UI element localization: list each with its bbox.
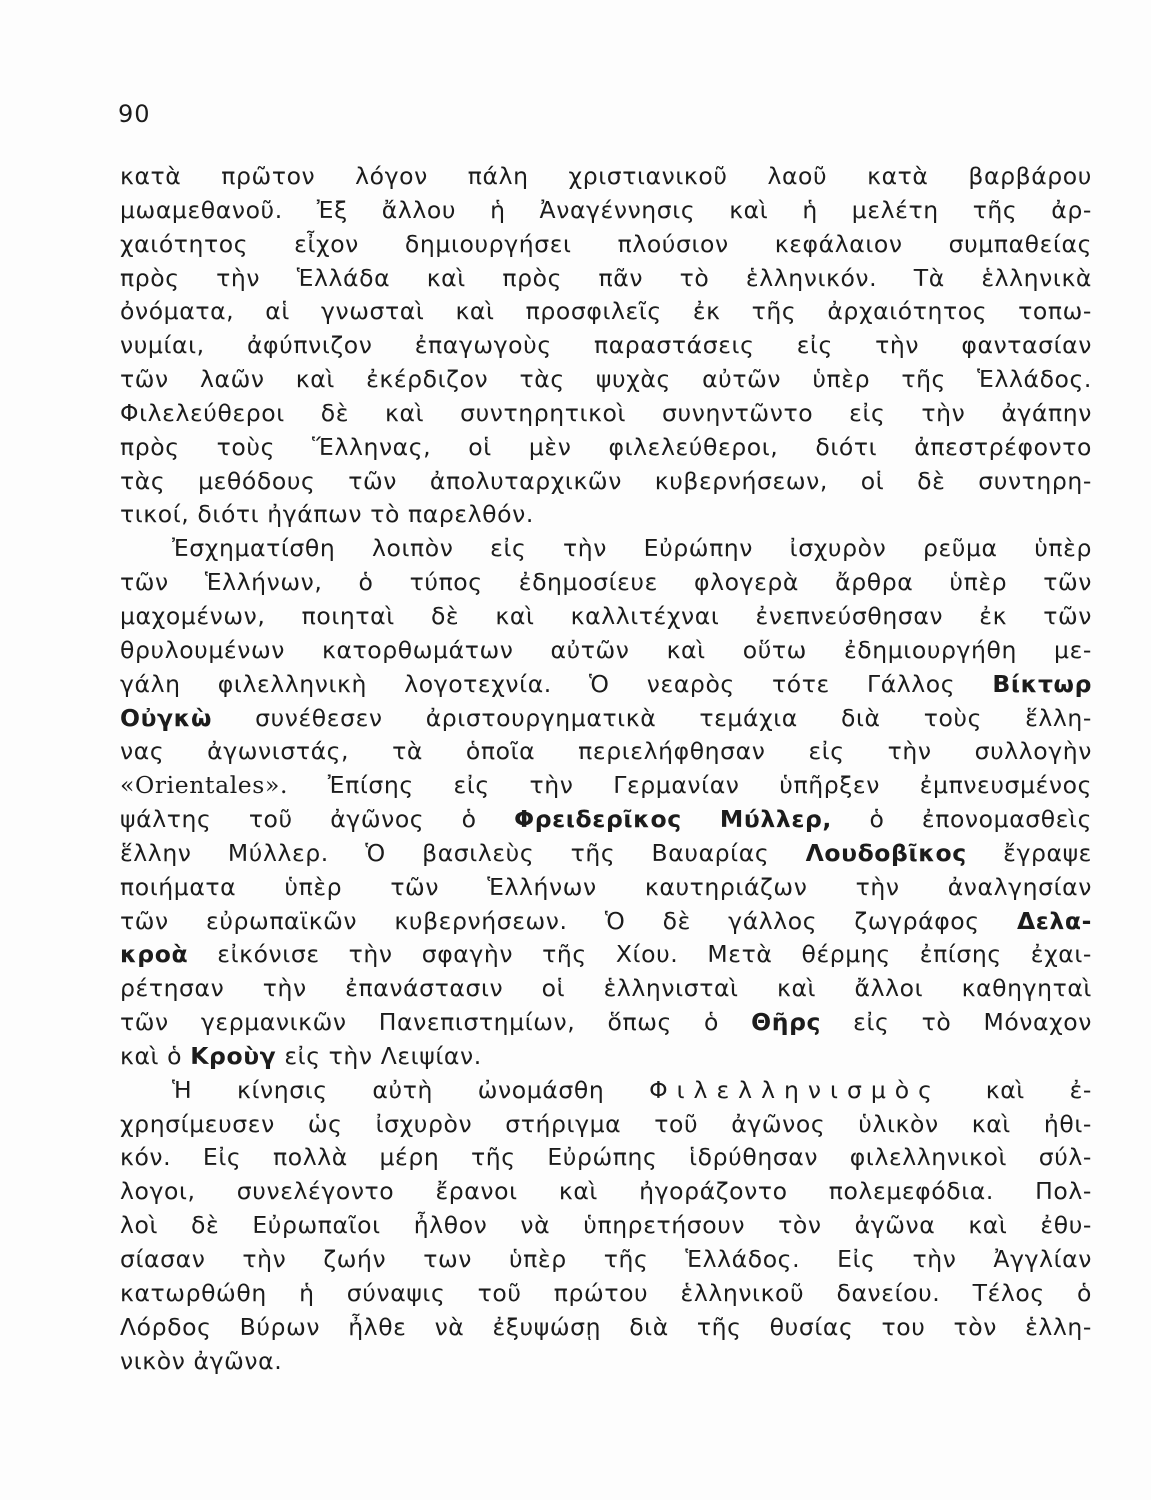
text-line [120,1040,1092,1074]
text-line [120,735,1092,769]
text-line [120,803,1092,837]
text-line [120,1311,1092,1345]
bold-name: Βίκτωρ [992,669,1092,698]
text-line [120,532,1092,566]
text-line [120,1277,1092,1311]
text-line [120,262,1092,296]
text-line [120,769,1092,803]
page-number: 90 [118,100,151,128]
text-line [120,160,1092,194]
text-segment: τικοί, διότι ἠγάπων τὸ παρελθόν. [120,500,534,529]
text-segment: εἰς τὸ Μόναχον [821,1008,1092,1037]
text-segment: χαιότητος εἶχον δημιουργήσει πλούσιον κεφάλαιον συμπαθείας [120,229,1092,258]
text-segment: γάλη φιλελληνικὴ λογοτεχνία. Ὁ νεαρὸς τότε Γάλλος [120,669,993,698]
bold-name: Λουδοβῖκος [805,838,967,867]
text-segment: μαχομένων, ποιηταὶ δὲ καὶ καλλιτέχναι ἐνεπνεύσθησαν ἐκ τῶν [120,601,1092,630]
text-segment: νικὸν ἀγῶνα. [120,1346,283,1375]
text-segment: εἰς τὴν Λειψίαν. [276,1041,482,1070]
text-segment: ὀνόματα, αἱ γνωσταὶ καὶ προσφιλεῖς ἐκ τῆς ἀρχαιότητος τοπω- [120,297,1092,326]
bold-name: Φρειδερῖκος Μύλλερ, [514,805,832,834]
text-line [120,566,1092,600]
text-segment: εἰκόνισε τὴν σφαγὴν τῆς Χίου. Μετὰ θέρμης ἐπίσης ἐχαι- [188,940,1092,969]
text-segment: ψάλτης τοῦ ἀγῶνος ὁ [120,805,515,834]
text-segment: κατωρθώθη ἡ σύναψις τοῦ πρώτου ἑλληνικοῦ δανείου. Τέλος ὁ [120,1278,1092,1307]
text-segment: τῶν γερμανικῶν Πανεπιστημίων, ὅπως ὁ [120,1008,752,1037]
text-segment: πρὸς τοὺς Ἕλληνας, οἱ μὲν φιλελεύθεροι, διότι ἀπεστρέφοντο [120,432,1092,461]
text-line [120,668,1092,702]
bold-name: Θῆρς [751,1008,822,1037]
text-line [120,1108,1092,1142]
text-line [120,465,1092,499]
text-segment: πρὸς τὴν Ἑλλάδα καὶ πρὸς πᾶν τὸ ἑλληνικόν. Τὰ ἑλληνικὰ [120,263,1092,292]
text-segment: λοὶ δὲ Εὐρωπαῖοι ἦλθον νὰ ὑπηρετήσουν τὸν ἀγῶνα καὶ ἐθυ- [120,1211,1092,1240]
text-segment: καὶ ἐ- [940,1075,1092,1104]
text-segment: ἕλλην Μύλλερ. Ὁ βασιλεὺς τῆς Βαυαρίας [120,838,806,867]
text-line [120,228,1092,262]
text-line [120,938,1092,972]
text-segment: νυμίαι, ἀφύπνιζον ἐπαγωγοὺς παραστάσεις εἰς τὴν φαντασίαν [120,331,1092,360]
text-line [120,431,1092,465]
text-segment: τῶν εὐρωπαϊκῶν κυβερνήσεων. Ὁ δὲ γάλλος ζωγράφος [120,906,1017,935]
text-segment: κόν. Εἰς πολλὰ μέρη τῆς Εὐρώπης ἱδρύθησαν φιλελληνικοὶ σύλ- [120,1143,1092,1172]
text-segment: καὶ ὁ [120,1041,191,1070]
text-line [120,600,1092,634]
text-line [120,871,1092,905]
text-line [120,1006,1092,1040]
text-line [120,363,1092,397]
text-line [120,329,1092,363]
text-line [120,397,1092,431]
text-segment: θρυλουμένων κατορθωμάτων αὐτῶν καὶ οὕτω ἐδημιουργήθη με- [120,635,1092,664]
text-line [120,295,1092,329]
text-segment: τὰς μεθόδους τῶν ἀπολυταρχικῶν κυβερνήσεων, οἱ δὲ συντηρη- [120,466,1092,495]
bold-name: Κροὺγ [190,1041,277,1070]
text-segment: ρέτησαν τὴν ἐπανάστασιν οἱ ἑλληνισταὶ καὶ ἄλλοι καθηγηταὶ [120,974,1092,1003]
text-line [120,498,1092,532]
text-segment: χρησίμευσεν ὡς ἰσχυρὸν στήριγμα τοῦ ἀγῶνος ὑλικὸν καὶ ἠθι- [120,1109,1092,1138]
text-segment: Ἐσχηματίσθη λοιπὸν εἰς τὴν Εὐρώπην ἰσχυρὸν ρεῦμα ὑπὲρ [172,534,1092,563]
text-segment: Λόρδος Βύρων ἦλθε νὰ ἐξυψώσῃ διὰ τῆς θυσίας του τὸν ἑλλη- [120,1312,1092,1341]
body-text [120,160,1092,1378]
text-segment: μωαμεθανοῦ. Ἐξ ἄλλου ἡ Ἀναγέννησις καὶ ἡ μελέτη τῆς ἀρ- [120,195,1092,224]
bold-name: κροὰ [120,940,189,969]
text-segment: σίασαν τὴν ζωήν των ὑπὲρ τῆς Ἑλλάδος. Εἰς τὴν Ἀγγλίαν [120,1245,1092,1273]
text-line [120,1141,1092,1175]
text-line [120,1345,1092,1379]
text-segment: ποιήματα ὑπὲρ τῶν Ἑλλήνων καυτηριάζων τὴν ἀναλγησίαν [120,872,1092,901]
text-segment: λογοι, συνελέγοντο ἔρανοι καὶ ἠγοράζοντο πολεμεφόδια. Πολ- [120,1177,1092,1206]
text-segment: κατὰ πρῶτον λόγον πάλη χριστιανικοῦ λαοῦ κατὰ βαρβάρου [120,162,1092,190]
spaced-term: Φιλελληνισμὸς [649,1075,941,1104]
text-segment: Φιλελεύθεροι δὲ καὶ συντηρητικοὶ συνηντῶντο εἰς τὴν ἀγάπην [120,398,1092,427]
text-line [120,194,1092,228]
text-segment: τῶν λαῶν καὶ ἐκέρδιζον τὰς ψυχὰς αὐτῶν ὑπὲρ τῆς Ἑλλάδος. [120,365,1092,394]
text-line [120,634,1092,668]
text-segment: τῶν Ἑλλήνων, ὁ τύπος ἐδημοσίευε φλογερὰ ἄρθρα ὑπὲρ τῶν [120,568,1092,597]
text-line [120,1175,1092,1209]
text-segment: συνέθεσεν ἀριστουργηματικὰ τεμάχια διὰ τοὺς ἕλλη- [211,703,1092,732]
text-segment: ὁ ἐπονομασθεὶς [831,805,1092,834]
text-segment: Ἐπίσης εἰς τὴν Γερμανίαν ὑπῆρξεν ἐμπνευσμένος [327,771,1092,800]
text-segment: νας ἀγωνιστάς, τὰ ὁποῖα περιελήφθησαν εἰς τὴν συλλογὴν [120,737,1092,766]
bold-name: Δελα- [1016,906,1092,935]
text-line [120,702,1092,736]
text-line [120,837,1092,871]
text-segment: ἔγραψε [966,838,1092,867]
bold-name: Οὐγκὼ [120,703,212,732]
latin-title: «Orientales». [120,771,328,800]
text-line [120,905,1092,939]
text-line [120,1074,1092,1108]
text-segment: Ἡ κίνησις αὐτὴ ὠνομάσθη [172,1075,650,1104]
text-line [120,1209,1092,1243]
text-line [120,1243,1092,1277]
text-line [120,972,1092,1006]
